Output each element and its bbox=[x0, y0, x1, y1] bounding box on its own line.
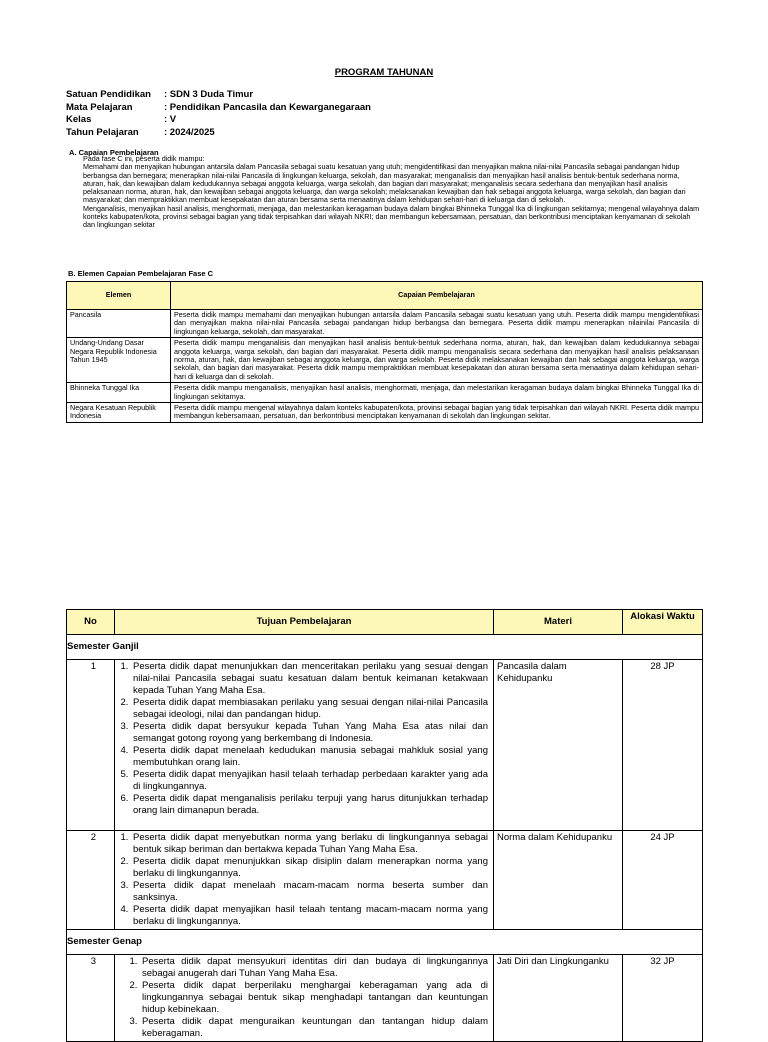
list-item: 2. Peserta didik dapat berperilaku menghargai keberagaman yang ada di lingkungannya sebagai bentuk sikap menghadapi tantangan dan keuntungan hidup kebinekaan. bbox=[140, 980, 488, 1016]
list-item: 3. Peserta didik dapat menguraikan keuntungan dan tantangan hidup dalam keberagaman. bbox=[140, 1016, 488, 1040]
list-item: 1. Peserta didik dapat menunjukkan dan menceritakan perilaku yang sesuai dengan nilai-nilai Pancasila sebagai suatu kesatuan dalam bentuk keimanan ketakwaan kepada Tuhan Yang Maha Esa. bbox=[131, 661, 488, 697]
capaian-text bbox=[83, 155, 703, 230]
table-row bbox=[67, 310, 703, 338]
elemen-cell: Negara Kesatuan Republik Indonesia bbox=[67, 403, 171, 423]
materi-cell: Norma dalam Kehidupanku bbox=[494, 831, 623, 930]
elemen-table bbox=[66, 281, 703, 423]
materi-cell: Jati Diri dan Lingkunganku bbox=[494, 955, 623, 1042]
list-item: 1. Peserta didik dapat menyebutkan norma yang berlaku di lingkungannya sebagai bentuk sikap beriman dan bertakwa kepada Tuhan Yang Maha Esa. bbox=[131, 832, 488, 856]
table-row bbox=[67, 338, 703, 383]
list-item: 1. Peserta didik dapat mensyukuri identitas diri dan budaya di lingkungannya sebagai anugerah dari Tuhan Yang Maha Esa. bbox=[140, 956, 488, 980]
capaian-cell: Peserta didik mampu menganalisis, menyajikan hasil analisis, menghormati, menjaga, dan melestarikan keragaman budaya dalam bingkai Bhinneka Tunggal Ika di lingkungan sekitarnya. bbox=[171, 383, 703, 403]
goal-list bbox=[116, 832, 492, 928]
document-title: PROGRAM TAHUNAN bbox=[334, 67, 434, 78]
info-value: : 2024/2025 bbox=[164, 126, 215, 138]
section-a-heading: A. Capaian Pembelajaran bbox=[69, 148, 159, 157]
list-item: 6. Peserta didik dapat menganalisis perilaku terpuji yang harus ditunjukkan terhadap orang lain dimanapun berada. bbox=[131, 793, 488, 817]
alokasi-cell: 24 JP bbox=[623, 831, 703, 930]
table-row bbox=[67, 403, 703, 423]
elemen-cell: Undang-Undang Dasar Negara Republik Indonesia Tahun 1945 bbox=[67, 338, 171, 383]
table-row bbox=[67, 383, 703, 403]
table-header-row bbox=[67, 610, 703, 635]
column-header-capaian: Capaian Pembelajaran bbox=[171, 282, 703, 310]
info-row bbox=[66, 114, 371, 127]
semester-label: Semester Genap bbox=[67, 930, 703, 955]
semester-row bbox=[67, 635, 703, 660]
info-row bbox=[66, 102, 371, 115]
section-b-heading: B. Elemen Capaian Pembelajaran Fase C bbox=[68, 269, 214, 278]
materi-cell: Pancasila dalam Kehidupanku bbox=[494, 660, 623, 831]
alokasi-cell: 28 JP bbox=[623, 660, 703, 831]
column-header-alokasi: Alokasi Waktu bbox=[623, 610, 703, 635]
row-number: 2 bbox=[67, 831, 115, 930]
table-row bbox=[67, 831, 703, 930]
semester-row bbox=[67, 930, 703, 955]
capaian-paragraph: Memahami dan menyajikan hubungan antarsila dalam Pancasila sebagai suatu kesatuan yang utuh; mengidentifikasi dan menyajikan makna nilai-nilai Pancasila sebagai pandangan hidup berbangsa dan bernegara; menerapkan nilai-nilai Pancasila di lingkungan keluarga, sekolah, dan masyarakat; menganalisis dan menyajikan hasil analisis bentuk-bentuk sederhana norma, aturan, hak, dan kewajiban dalam kedudukannya sebagai anggota keluarga, warga sekolah, dan bagian dari masyarakat; menganalisis secara sederhana dan menyajikan hasil analisis pelaksanaan norma, aturan, hak, dan kewajiban sebagai anggota keluarga, dan warga sekolah; melaksanakan kewajiban dan hak sebagai anggota keluarga, warga sekolah, dan bagian dari masyarakat; dan mempraktikkan membuat kesepakatan dan aturan bersama serta menaatinya dalam kehidupan sehari-hari di keluarga dan di sekolah. bbox=[83, 162, 686, 205]
capaian-cell: Peserta didik mampu menganalisis dan menyajikan hasil analisis bentuk-bentuk sederhana norma, aturan, hak, dan kewajiban dalam kedudukannya sebagai anggota keluarga, warga sekolah, dan bagian dari masyarakat. Peserta didik mampu menganalisis secara sederhana dan menyajikan hasil analisis pelaksanaan norma, aturan, hak, dan kewajiban sebagai anggota keluarga, dan warga sekolah. Peserta didik melaksanakan kewajiban dan hak sebagai anggota keluarga, warga sekolah, dan bagian dari masyarakat. Peserta didik mampu mempraktikkan membuat kesepakatan dan aturan bersama serta menaatinya dalam kehidupan sehari-hari di keluarga dan di sekolah. bbox=[171, 338, 703, 383]
info-label: Kelas bbox=[66, 114, 92, 125]
list-item: 3. Peserta didik dapat menelaah macam-macam norma beserta sumber dan sanksinya. bbox=[131, 880, 488, 904]
goal-list bbox=[116, 956, 492, 1040]
list-item: 5. Peserta didik dapat menyajikan hasil telaah terhadap perbedaan karakter yang ada di lingkungannya. bbox=[131, 769, 488, 793]
identity-block bbox=[66, 89, 371, 139]
row-number: 3 bbox=[67, 955, 115, 1042]
alokasi-cell: 32 JP bbox=[623, 955, 703, 1042]
info-label: Satuan Pendidikan bbox=[66, 89, 151, 100]
list-item: 2. Peserta didik dapat menunjukkan sikap disiplin dalam menerapkan norma yang berlaku di lingkungannya. bbox=[131, 856, 488, 880]
list-item: 4. Peserta didik dapat menelaah kedudukan manusia sebagai mahkluk sosial yang membutuhkan orang lain. bbox=[131, 745, 488, 769]
capaian-cell: Peserta didik mampu memahami dan menyajikan hubungan antarsila dalam Pancasila sebagai suatu kesatuan yang utuh. Peserta didik mampu mengidentifikasi dan menyajikan makna nilai-nilai Pancasila sebagai pandangan hidup berbangsa dan bernegara. Peserta didik mampu menerapkan nilainilai Pancasila di lingkungan keluarga, sekolah, dan masyarakat. bbox=[171, 310, 703, 338]
prota-table bbox=[66, 609, 703, 1042]
info-label: Tahun Pelajaran bbox=[66, 126, 139, 138]
list-item: 3. Peserta didik dapat bersyukur kepada Tuhan Yang Maha Esa atas nilai dan semangat gotong royong yang berkembang di Indonesia. bbox=[131, 721, 488, 745]
capaian-paragraph: Menganalisis, menyajikan hasil analisis, menghormati, menjaga, dan melestarikan keragaman budaya dalam bingkai Bhinneka Tunggal Ika di lingkungan sekitarnya; mengenal wilayahnya dalam konteks kabupaten/kota, provinsi sebagai bagian yang tidak terpisahkan dari wilayah NKRI; dan membangun kebersamaan, persatuan, dan berkontribusi menciptakan kenyamanan di sekolah dan lingkungan sekitar bbox=[83, 203, 700, 230]
info-row bbox=[66, 127, 371, 140]
goal-list bbox=[116, 661, 492, 829]
column-header-elemen: Elemen bbox=[67, 282, 171, 310]
capaian-cell: Peserta didik mampu mengenal wilayahnya dalam konteks kabupaten/kota, provinsi sebagai bagian yang tidak terpisahkan dari wilayah NKRI. Peserta didik mampu membangun kebersamaan, persatuan, dan berkontribusi menciptakan kenyamanan di sekolah dan lingkungan sekitar. bbox=[171, 403, 703, 423]
capaian-intro: Pada fase C ini, peserta didik mampu: bbox=[83, 154, 205, 163]
column-header-tujuan: Tujuan Pembelajaran bbox=[115, 610, 494, 635]
info-value: : V bbox=[164, 114, 177, 125]
row-number: 1 bbox=[67, 660, 115, 831]
tujuan-cell bbox=[115, 831, 494, 930]
info-row bbox=[66, 89, 371, 102]
tujuan-cell bbox=[115, 660, 494, 831]
semester-label: Semester Ganjil bbox=[67, 635, 703, 660]
list-item: 2. Peserta didik dapat membiasakan perilaku yang sesuai dengan nilai-nilai Pancasila sebagai ideologi, nilai dan pandangan hidup. bbox=[131, 697, 488, 721]
elemen-cell: Bhinneka Tunggal Ika bbox=[67, 383, 171, 403]
info-value: : SDN 3 Duda Timur bbox=[164, 89, 254, 100]
elemen-cell: Pancasila bbox=[67, 310, 171, 338]
list-item: 4. Peserta didik dapat menyajikan hasil telaah tentang macam-macam norma yang berlaku di lingkungannya. bbox=[131, 904, 488, 928]
column-header-no: No bbox=[67, 610, 115, 635]
table-row bbox=[67, 660, 703, 831]
info-label: Mata Pelajaran bbox=[66, 101, 133, 113]
info-value: : Pendidikan Pancasila dan Kewarganegaraan bbox=[164, 101, 371, 113]
table-row bbox=[67, 955, 703, 1042]
tujuan-cell bbox=[115, 955, 494, 1042]
column-header-materi: Materi bbox=[494, 610, 623, 635]
table-header-row bbox=[67, 282, 703, 310]
